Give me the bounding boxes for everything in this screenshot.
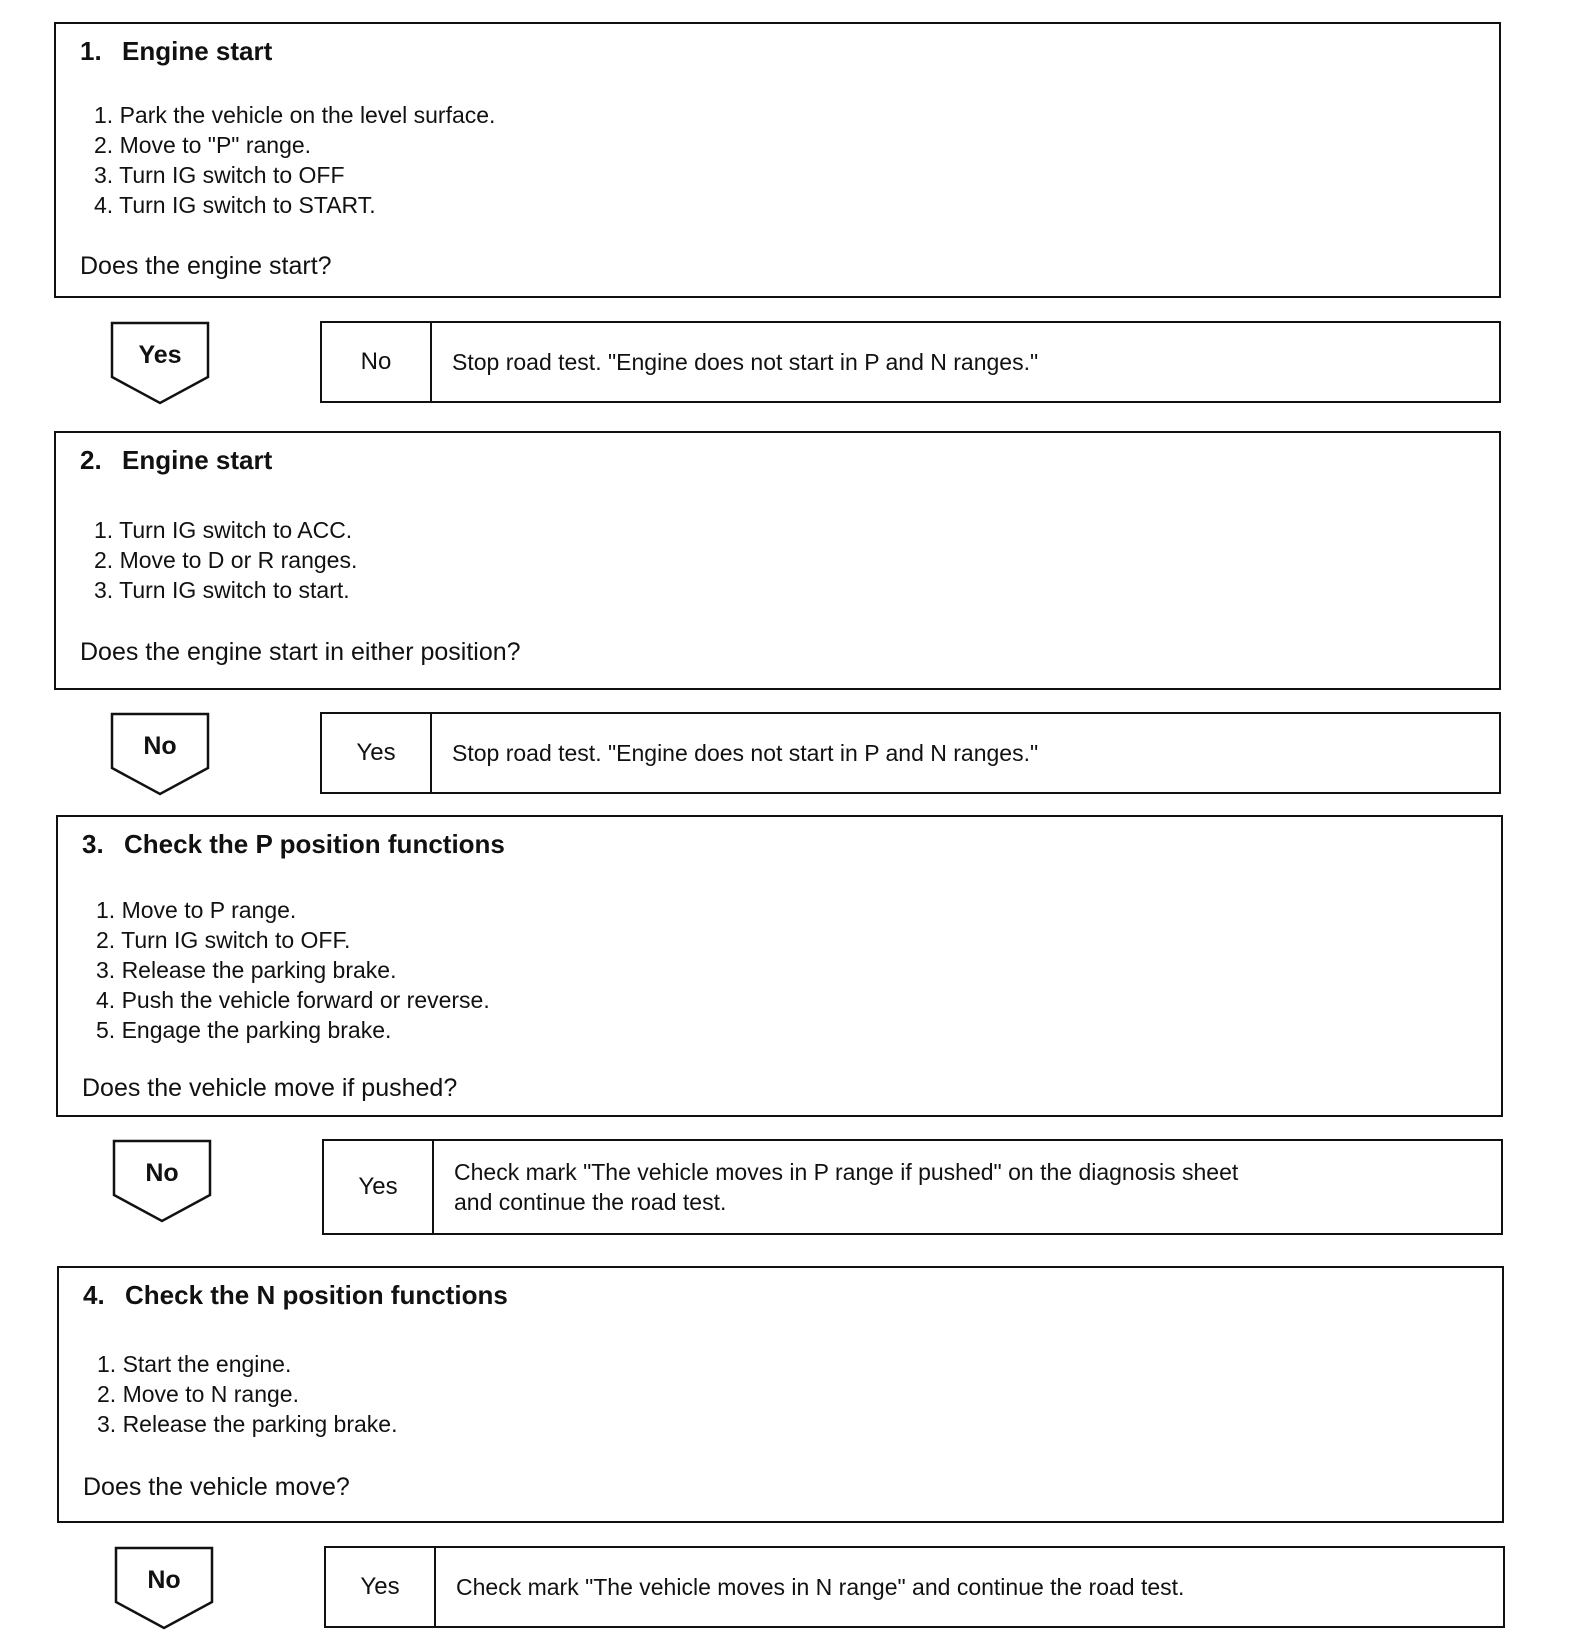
step-4-fail-label: Yes	[326, 1548, 436, 1626]
instruction-item: 4. Push the vehicle forward or reverse.	[96, 987, 490, 1013]
step-1-pass-label: Yes	[138, 341, 182, 369]
step-3-pass-arrow	[112, 1139, 212, 1223]
instruction-item: 5. Engage the parking brake.	[96, 1017, 392, 1043]
step-4-question: Does the vehicle move?	[83, 1473, 350, 1501]
step-1-title-text: Engine start	[122, 36, 273, 66]
step-3-title	[82, 829, 505, 860]
instruction-item: 3. Turn IG switch to start.	[94, 577, 350, 603]
fail-text-line: and continue the road test.	[454, 1189, 727, 1215]
instruction-item: 3. Turn IG switch to OFF	[94, 162, 345, 188]
fail-text-line: Check mark "The vehicle moves in P range if pushed" on the diagnosis sheet	[454, 1159, 1239, 1185]
step-2-fail-label: Yes	[322, 714, 432, 792]
step-2-number: 2.	[80, 445, 102, 475]
step-4-pass-label: No	[147, 1566, 181, 1594]
step-1-question: Does the engine start?	[80, 252, 332, 280]
step-1-instructions	[94, 100, 495, 220]
step-3-number: 3.	[82, 829, 104, 859]
step-4-box	[57, 1266, 1504, 1523]
fail-text-line: Stop road test. "Engine does not start in P and N ranges."	[452, 740, 1039, 766]
step-1-pass-arrow	[110, 321, 210, 405]
step-2-pass-label: No	[143, 732, 177, 760]
step-1-number: 1.	[80, 36, 102, 66]
instruction-item: 1. Turn IG switch to ACC.	[94, 517, 353, 543]
step-1-box	[54, 22, 1501, 298]
step-3-question: Does the vehicle move if pushed?	[82, 1074, 458, 1102]
step-2-box	[54, 431, 1501, 690]
instruction-item: 3. Release the parking brake.	[96, 957, 397, 983]
step-4-number: 4.	[83, 1280, 105, 1310]
instruction-item: 1. Start the engine.	[97, 1351, 292, 1377]
instruction-item: 3. Release the parking brake.	[97, 1411, 398, 1437]
step-2-question: Does the engine start in either position?	[80, 638, 521, 666]
step-4-title	[83, 1280, 508, 1311]
instruction-item: 1. Move to P range.	[96, 897, 297, 923]
step-2-title	[80, 445, 272, 476]
step-3-instructions	[96, 895, 490, 1045]
instruction-item: 2. Move to N range.	[97, 1381, 299, 1407]
step-4-fail-text	[456, 1548, 1493, 1626]
instruction-item: 1. Park the vehicle on the level surface.	[94, 102, 496, 128]
instruction-item: 2. Turn IG switch to OFF.	[96, 927, 351, 953]
instruction-item: 2. Move to "P" range.	[94, 132, 312, 158]
step-4-pass-arrow	[114, 1546, 214, 1630]
step-3-title-text: Check the P position functions	[124, 829, 505, 859]
step-2-pass-arrow	[110, 712, 210, 796]
step-3-fail-branch	[322, 1139, 1503, 1235]
step-1-fail-text	[452, 323, 1489, 401]
step-1-fail-label: No	[322, 323, 432, 401]
step-3-box	[56, 815, 1503, 1117]
step-2-instructions	[94, 515, 357, 605]
instruction-item: 2. Move to D or R ranges.	[94, 547, 358, 573]
step-4-instructions	[97, 1349, 397, 1439]
step-3-pass-label: No	[145, 1159, 179, 1187]
step-2-title-text: Engine start	[122, 445, 273, 475]
instruction-item: 4. Turn IG switch to START.	[94, 192, 376, 218]
step-4-title-text: Check the N position functions	[125, 1280, 508, 1310]
fail-text-line: Stop road test. "Engine does not start in P and N ranges."	[452, 349, 1039, 375]
step-3-fail-label: Yes	[324, 1141, 434, 1233]
fail-text-line: Check mark "The vehicle moves in N range" and continue the road test.	[456, 1574, 1185, 1600]
step-1-fail-branch	[320, 321, 1501, 403]
step-2-fail-text	[452, 714, 1489, 792]
step-3-fail-text	[454, 1141, 1491, 1233]
step-4-fail-branch	[324, 1546, 1505, 1628]
step-2-fail-branch	[320, 712, 1501, 794]
step-1-title	[80, 36, 272, 67]
